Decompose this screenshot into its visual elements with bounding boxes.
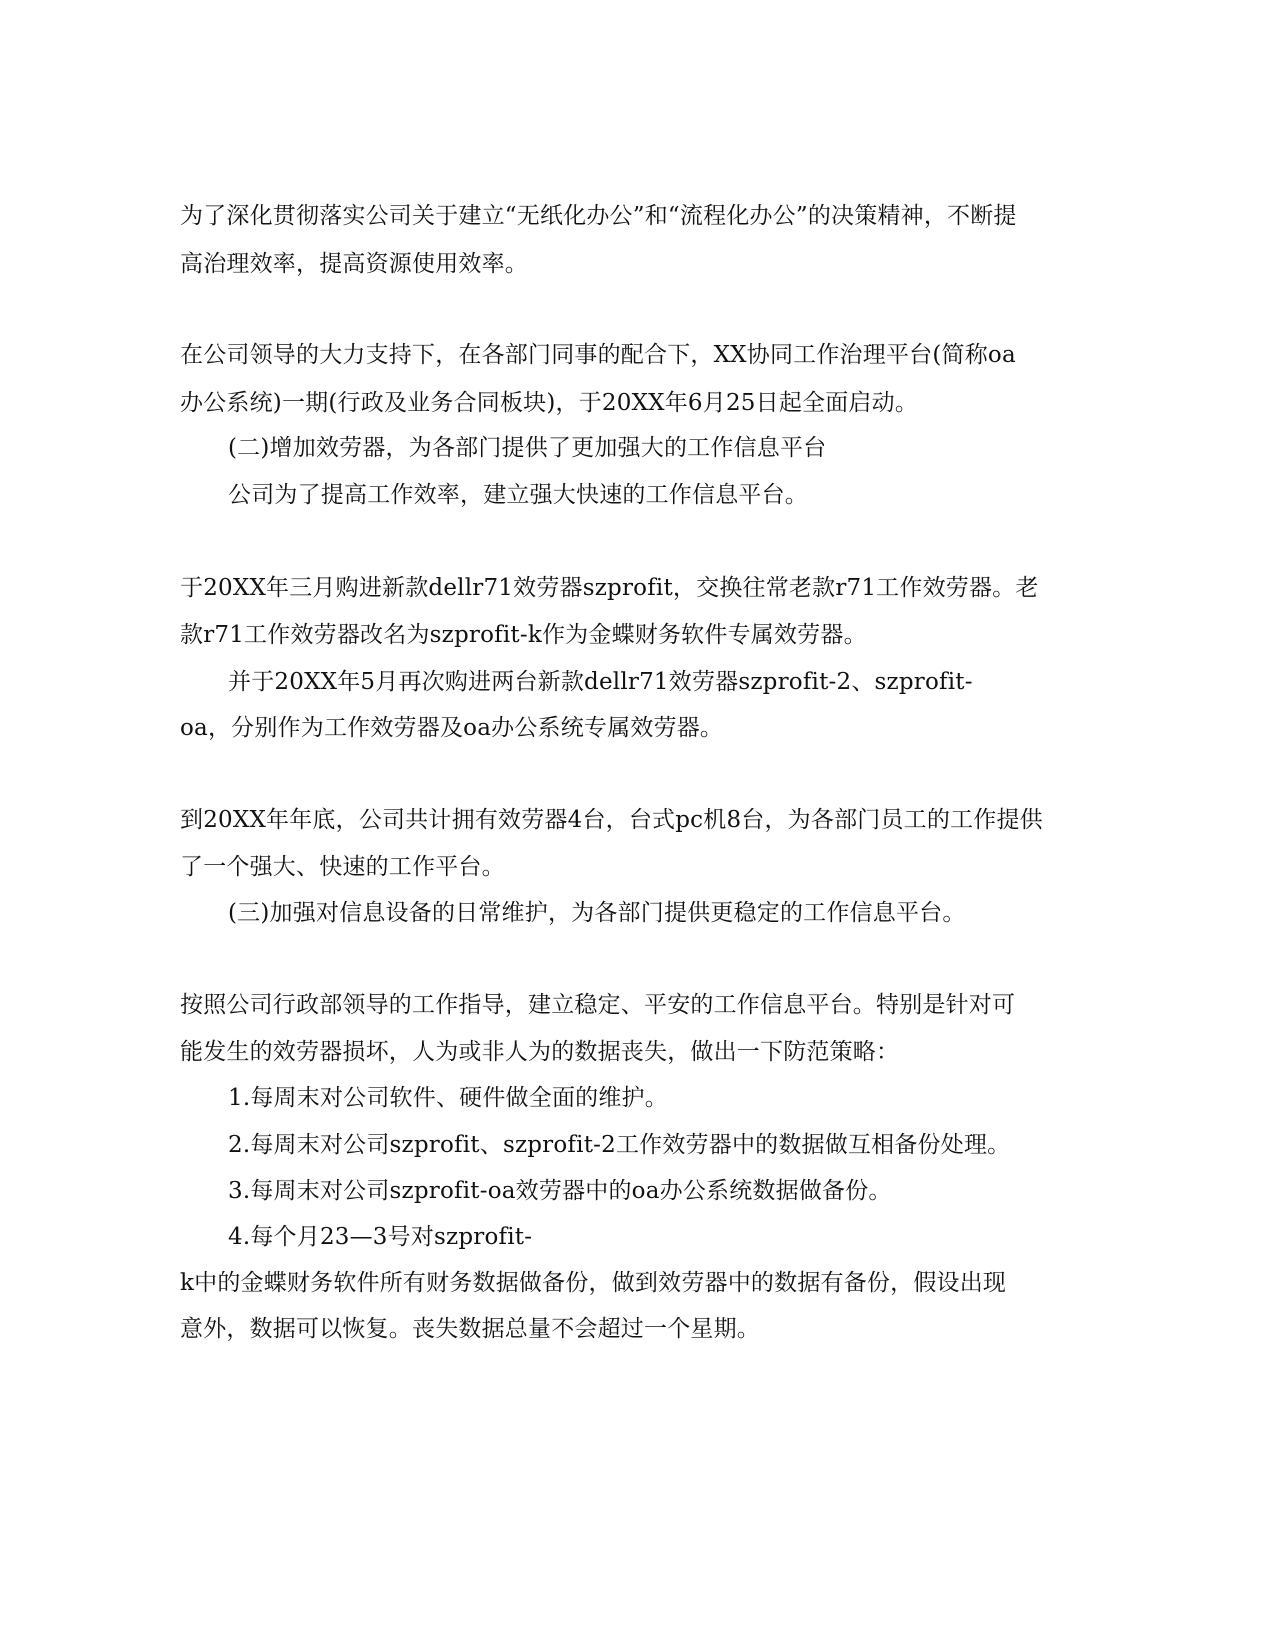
- list-item-4-line-2: k中的金蝶财务软件所有财务数据做备份，做到效劳器中的数据有备份，假设出现: [180, 1270, 1007, 1296]
- paragraph-2-line-1: 在公司领导的大力支持下，在各部门同事的配合下，XX协同工作治理平台(简称oa: [180, 342, 1016, 368]
- paragraph-7-line-1: 按照公司行政部领导的工作指导，建立稳定、平安的工作信息平台。特别是针对可: [180, 992, 1016, 1018]
- list-item-1: 1.每周末对公司软件、硬件做全面的维护。: [228, 1085, 668, 1111]
- list-item-4-line-1: 4.每个月23—3号对szprofit-: [228, 1224, 533, 1250]
- paragraph-1-line-1: 为了深化贯彻落实公司关于建立“无纸化办公”和“流程化办公”的决策精神，不断提: [180, 203, 1017, 229]
- list-item-2: 2.每周末对公司szprofit、szprofit-2工作效劳器中的数据做互相备份处理。: [228, 1132, 1011, 1158]
- paragraph-1-line-2: 高治理效率，提高资源使用效率。: [180, 251, 528, 277]
- section-heading-2: (二)增加效劳器，为各部门提供了更加强大的工作信息平台: [228, 435, 827, 461]
- list-item-3: 3.每周末对公司szprofit-oa效劳器中的oa办公系统数据做备份。: [228, 1178, 892, 1204]
- paragraph-5-line-1: 并于20XX年5月再次购进两台新款dellr71效劳器szprofit-2、szprofit-: [228, 669, 973, 695]
- paragraph-5-line-2: oa，分别作为工作效劳器及oa办公系统专属效劳器。: [180, 715, 724, 741]
- paragraph-6-line-2: 了一个强大、快速的工作平台。: [180, 854, 505, 880]
- paragraph-4-line-2: 款r71工作效劳器改名为szprofit-k作为金蝶财务软件专属效劳器。: [180, 622, 867, 648]
- paragraph-4-line-1: 于20XX年三月购进新款dellr71效劳器szprofit，交换往常老款r71工作效劳器。老: [180, 575, 1039, 601]
- paragraph-7-line-2: 能发生的效劳器损坏，人为或非人为的数据丧失，做出一下防范策略：: [180, 1039, 900, 1065]
- list-item-4-line-3: 意外，数据可以恢复。丧失数据总量不会超过一个星期。: [180, 1316, 760, 1342]
- paragraph-3-line-1: 公司为了提高工作效率，建立强大快速的工作信息平台。: [228, 482, 808, 508]
- paragraph-2-line-2: 办公系统)一期(行政及业务合同板块)，于20XX年6月25日起全面启动。: [180, 390, 919, 416]
- paragraph-6-line-1: 到20XX年年底，公司共计拥有效劳器4台，台式pc机8台，为各部门员工的工作提供: [180, 807, 1043, 833]
- section-heading-3: (三)加强对信息设备的日常维护，为各部门提供更稳定的工作信息平台。: [228, 900, 966, 926]
